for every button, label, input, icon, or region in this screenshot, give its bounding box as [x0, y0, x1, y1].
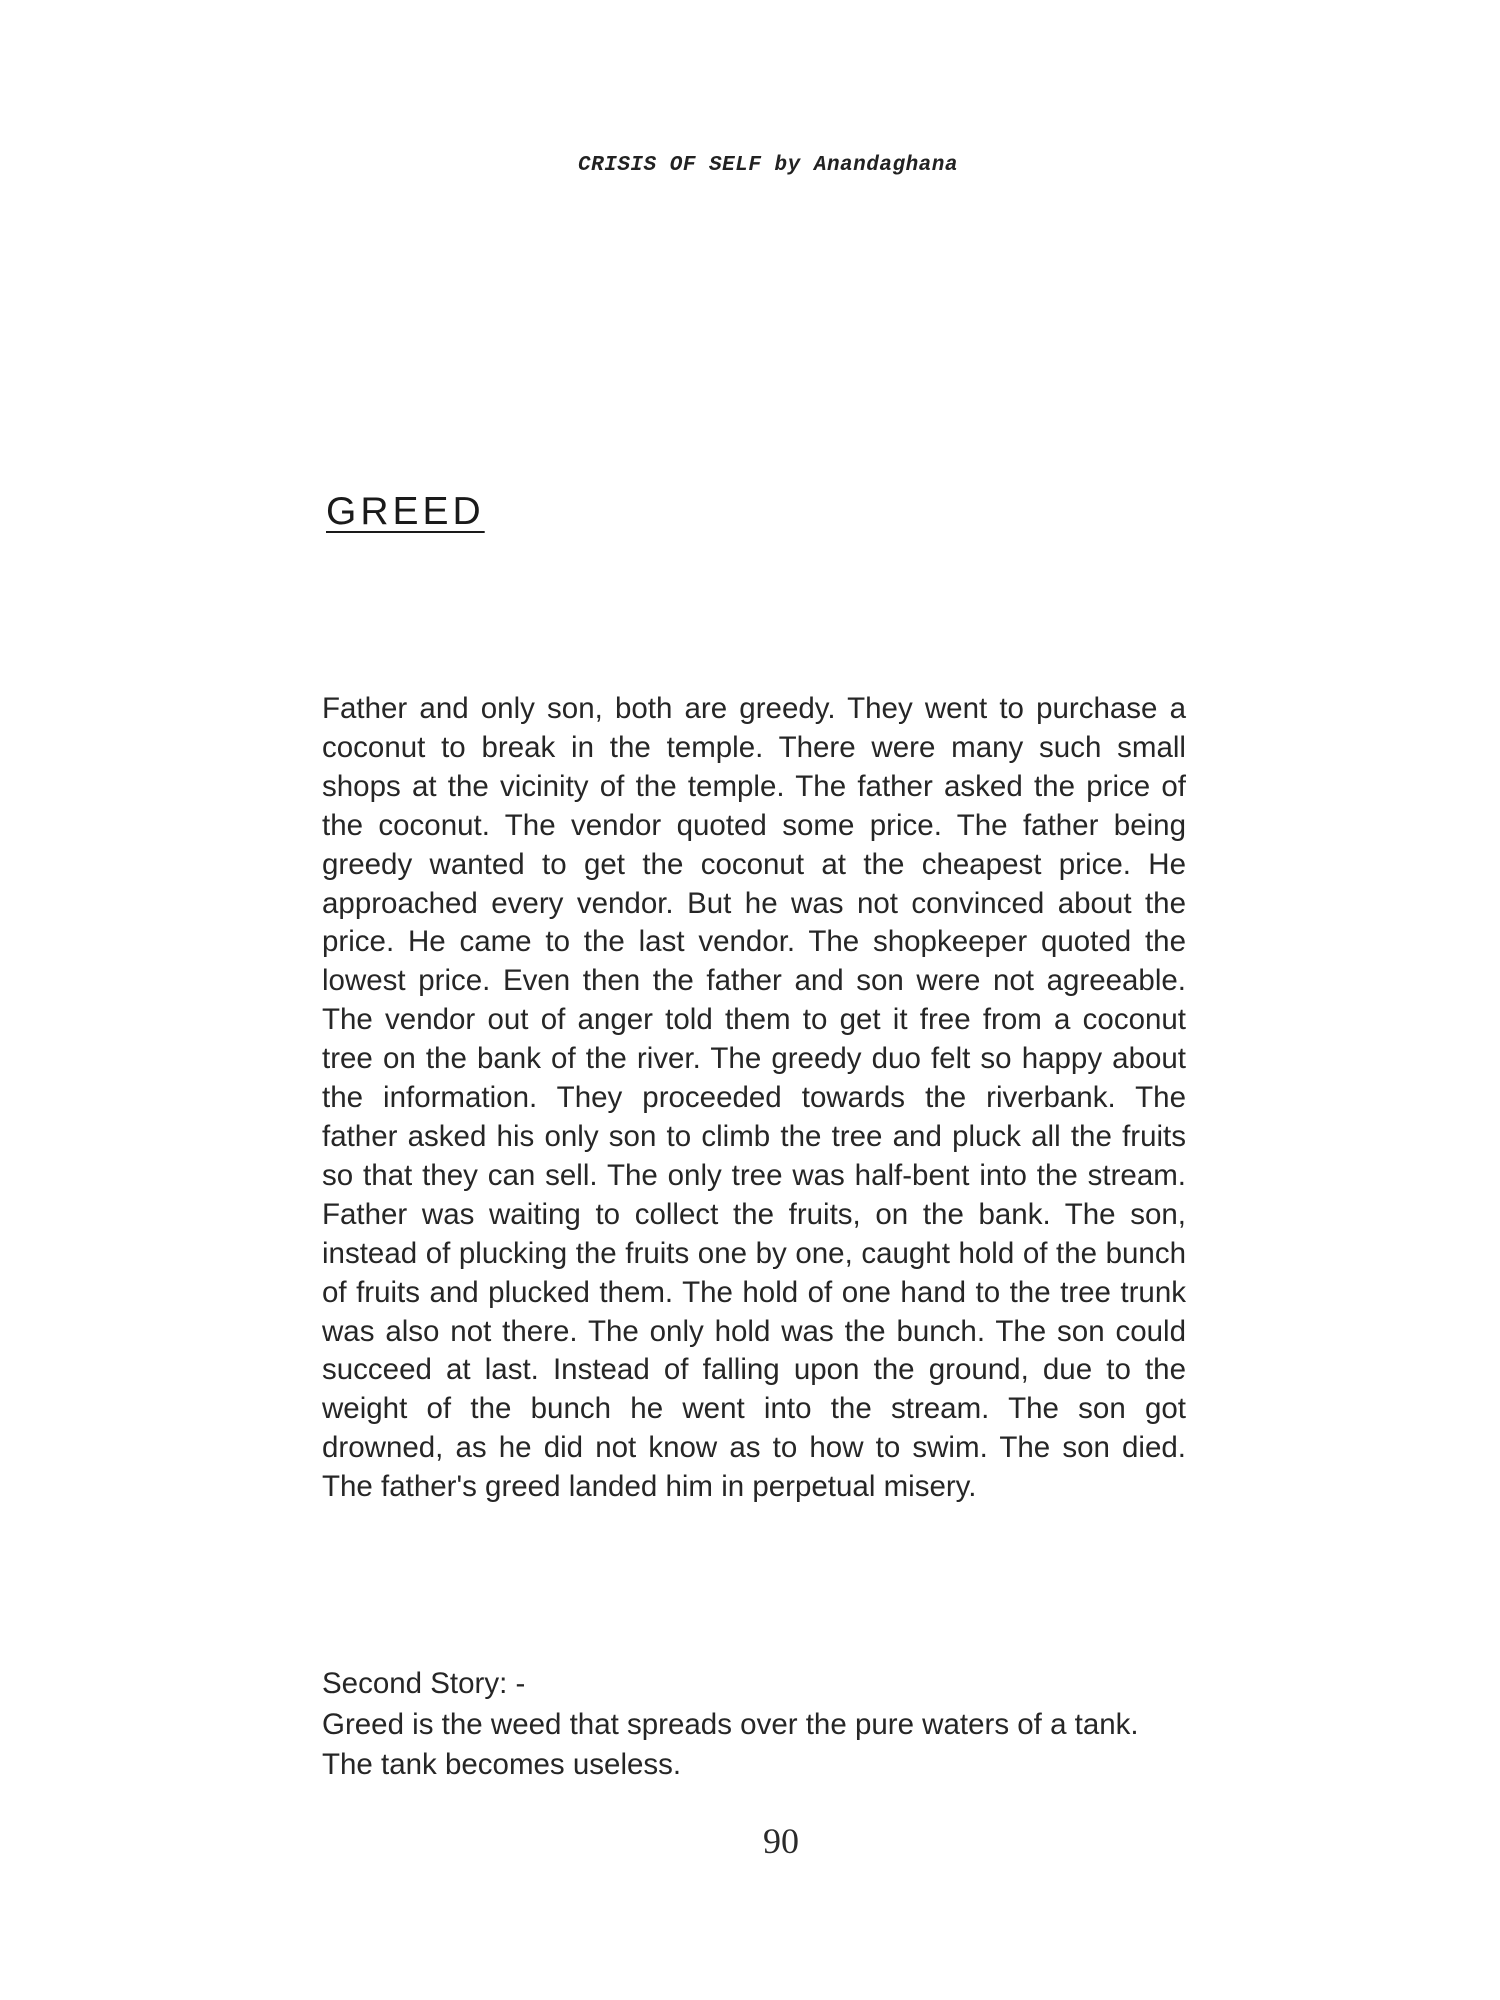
page-number: 90 [763, 1821, 799, 1861]
running-header: CRISIS OF SELF by Anandaghana [578, 154, 958, 177]
second-story-paragraph: Greed is the weed that spreads over the pure waters of a tank. The tank becomes useless. [322, 1708, 1139, 1781]
story-paragraph: Father and only son, both are greedy. They went to purchase a coconut to break in the temple. There were many such small shops at the vicinity of the temple. The father asked the price of the coconut. The vendor quoted some price. The father being greedy wanted to get the coconut at the cheapest price. He approached every vendor. But he was not convinced about the price. He came to the last vendor. The shopkeeper quoted the lowest price. Even then the father and son were not agreeable. The vendor out of anger told them to get it free from a coconut tree on the bank of the river. The greedy duo felt so happy about the information. They proceeded towards the riverbank. The father asked his only son to climb the tree and pluck all the fruits so that they can sell. The only tree was half-bent into the stream. Father was waiting to collect the fruits, on the bank. The son, instead of plucking the fruits one by one, caught hold of the bunch of fruits and plucked them. The hold of one hand to the tree trunk was also not there. The only hold was the bunch. The son could succeed at last. Instead of falling upon the ground, due to the weight of the bunch he went into the stream. The son got drowned, as he did not know as to how to swim. The son died. The father's greed landed him in perpetual misery. [322, 692, 1186, 1504]
chapter-title: GREED [326, 490, 485, 533]
second-story-heading: Second Story: - [322, 1667, 526, 1700]
